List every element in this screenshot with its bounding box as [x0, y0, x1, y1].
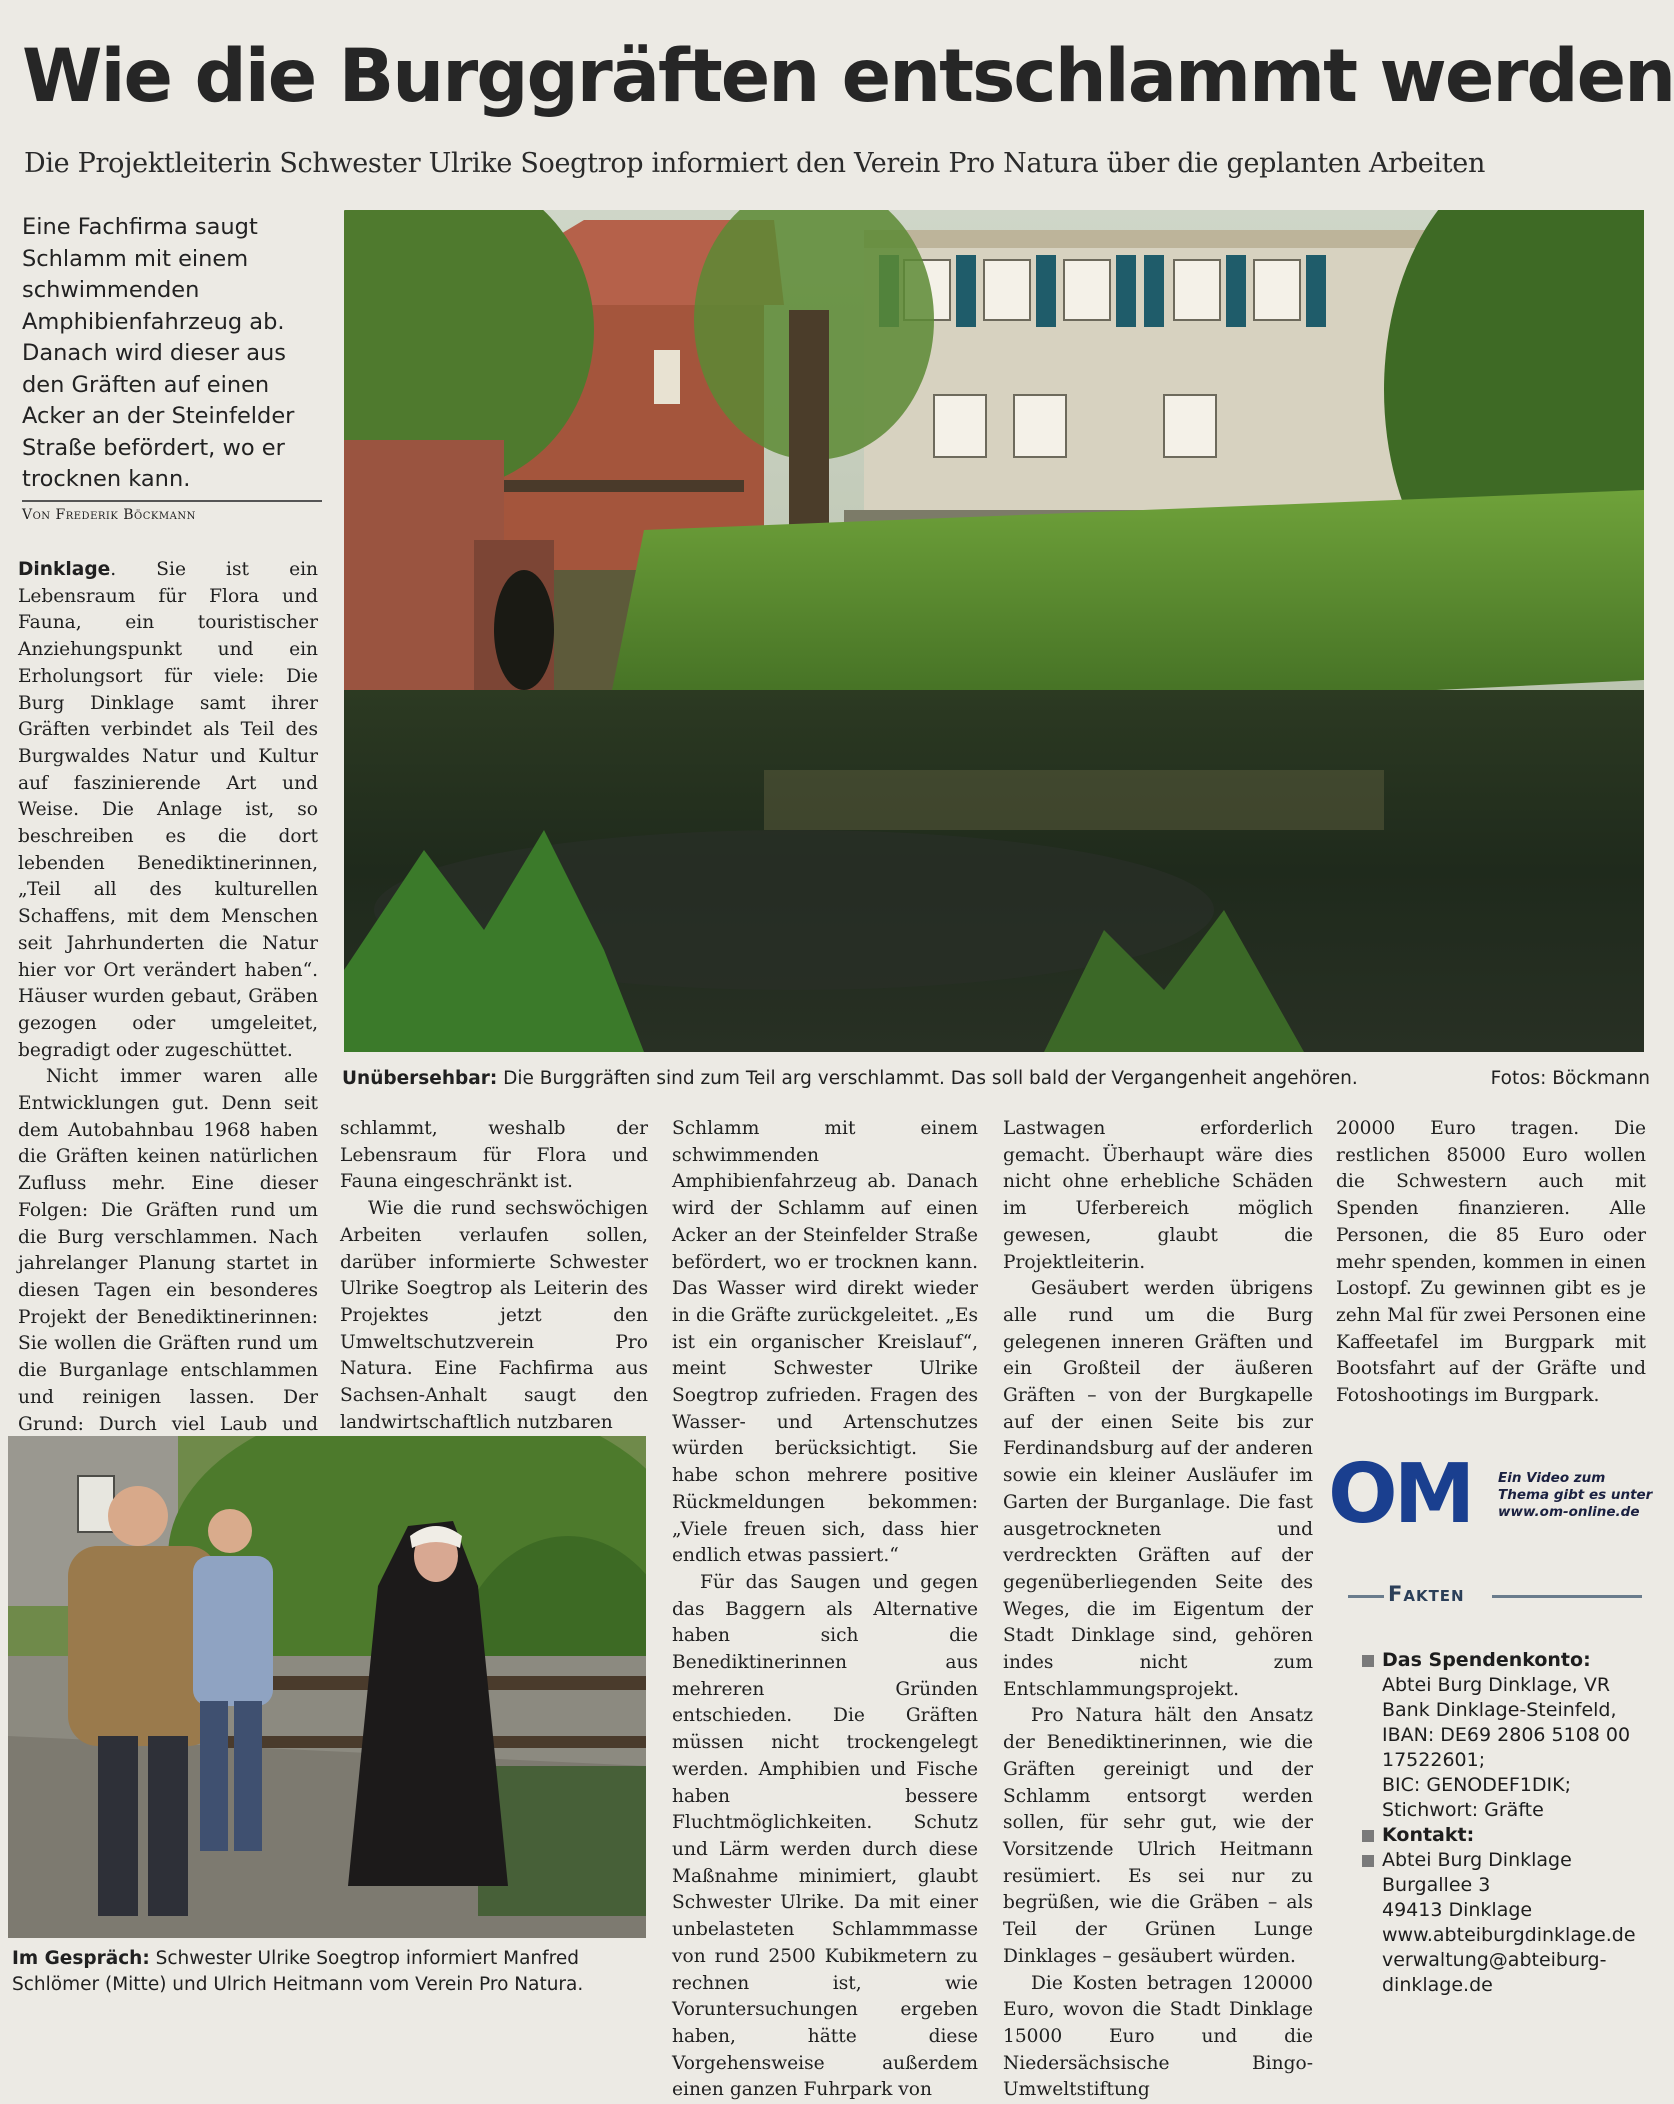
paragraph: Dinklage. Sie ist ein Lebensraum für Flora und Fauna, ein touristischer Anziehungspunkt und ein Erholungsort für viele: Die Burg Dinklage samt ihrer Gräften verbindet als Teil des Burgwaldes Natur und Kultur auf faszinierende Art und Weise. Die Anlage ist, so beschreiben es die dort lebenden Benediktinerinnen, „Teil all des kulturellen Schaffens, mit dem Menschen seit Jahrhunderten die Natur hier vor Ort verändert haben“. Häuser wurden gebaut, Gräben gezogen oder umgeleitet, begradigt oder zugeschüttet. — [18, 557, 318, 1064]
facts-box — [1362, 1648, 1662, 1998]
byline: Von Frederik Böckmann — [22, 507, 332, 523]
article-column-1 — [18, 557, 318, 1492]
castle-moat-photo — [344, 210, 1644, 1052]
email-link[interactable]: verwaltung@abteiburg- — [1382, 1948, 1662, 1973]
caption-label: Im Gespräch: — [12, 1948, 150, 1969]
dateline: Dinklage — [18, 559, 110, 580]
caption-text: Die Burggräften sind zum Teil arg verschlammt. Das soll bald der Vergangenheit angehören. — [497, 1068, 1358, 1089]
conversation-photo — [8, 1436, 646, 1938]
paragraph: Wie die rund sechswöchigen Arbeiten verlaufen sollen, darüber informierte Schwester Ulrike Soegtrop als Leiterin des Projektes jetzt den Umweltschutzverein Pro Natura. Eine Fachfirma aus Sachsen-Anhalt saugt den landwirtschaftlich nutzbaren — [340, 1196, 648, 1436]
photo-caption — [342, 1066, 1372, 1092]
article-column-4 — [1003, 1116, 1313, 2104]
byline-rule — [22, 500, 322, 502]
caption-label: Unübersehbar: — [342, 1068, 497, 1089]
article-column-3 — [672, 1116, 978, 2104]
facts-item-address: Abtei Burg Dinklage Burgallee 3 49413 Dinklage www.abteiburgdinklage.de verwaltung@abteiburg- dinklage.de — [1362, 1848, 1662, 1998]
paragraph: Für das Saugen und gegen das Baggern als Alternative haben sich die Benediktinerinnen aus mehreren Gründen entschieden. Die Gräften müssen nicht trockengelegt werden. Amphibien und Fische haben bessere Fluchtmöglichkeiten. Schutz und Lärm werden durch diese Maßnahme minimiert, glaubt Schwester Ulrike. Da mit einer unbelasteten Schlammmasse von rund 2500 Kubikmetern zu rechnen ist, wie Voruntersuchungen ergeben haben, hätte diese Vorgehensweise außerdem einen ganzen Fuhrpark von — [672, 1570, 978, 2104]
paragraph: Schlamm mit einem schwimmenden Amphibienfahrzeug ab. Danach wird der Schlamm auf einen Acker an der Steinfelder Straße befördert, wo er trocknen kann. Das Wasser wird direkt wieder in die Gräfte zurückgeleitet. „Es ist ein organischer Kreislauf“, meint Schwester Ulrike Soegtrop zufrieden. Fragen des Wasser- und Artenschutzes würden berücksichtigt. Sie habe schon mehrere positive Rückmeldungen bekommen: „Viele freuen sich, dass hier endlich etwas passiert.“ — [672, 1116, 978, 1570]
subheadline: Die Projektleiterin Schwester Ulrike Soegtrop informiert den Verein Pro Natura über die geplanten Arbeiten — [24, 148, 1654, 179]
photo-caption — [12, 1946, 652, 1998]
divider — [1348, 1595, 1384, 1598]
facts-label: Kontakt: — [1382, 1823, 1662, 1848]
article-column-2 — [340, 1116, 648, 1436]
photo-credit: Fotos: Böckmann — [1480, 1066, 1650, 1092]
paragraph: 20000 Euro tragen. Die restlichen 85000 Euro wollen die Schwestern auch mit Spenden finanzieren. Alle Personen, die 85 Euro oder mehr spenden, kommen in einen Lostopf. Zu gewinnen gibt es je zehn Mal für zwei Personen eine Kaffeetafel im Burgpark mit Bootsfahrt auf der Gräfte und Fotoshootings im Burgpark. — [1336, 1116, 1646, 1410]
caption-text: Schwester Ulrike Soegtrop informiert Manfred Schlömer (Mitte) und Ulrich Heitmann vom Verein Pro Natura. — [12, 1948, 583, 1995]
facts-label: Das Spendenkonto: — [1382, 1648, 1662, 1673]
article-column-5 — [1336, 1116, 1646, 1410]
facts-heading: Fakten — [1388, 1582, 1465, 1606]
paragraph: Die Kosten betragen 120000 Euro, wovon die Stadt Dinklage 15000 Euro und die Niedersächsische Bingo-Umweltstiftung — [1003, 1971, 1313, 2104]
paragraph: Pro Natura hält den Ansatz der Benediktinerinnen, wie die Gräften gereinigt und der Schlamm entsorgt werden sollen, für sehr gut, wie der Vorsitzende Ulrich Heitmann resümiert. Es sei nur zu begrüßen, wie die Gräben – als Teil der Grünen Lunge Dinklages – gesäubert würden. — [1003, 1703, 1313, 1970]
website-link[interactable]: www.abteiburgdinklage.de — [1382, 1923, 1662, 1948]
bullet-icon — [1362, 1830, 1374, 1842]
paragraph: schlammt, weshalb der Lebensraum für Flora und Fauna eingeschränkt ist. — [340, 1116, 648, 1196]
om-url: www.om-online.de — [1498, 1504, 1668, 1521]
om-logo-text: OM — [1328, 1452, 1471, 1532]
bullet-icon — [1362, 1655, 1374, 1667]
paragraph: Nicht immer waren alle Entwicklungen gut. Denn seit dem Autobahnbau 1968 haben die Gräften keinen natürlichen Zufluss mehr. Eine dieser Folgen: Die Gräften rund um die Burg verschlammen. Nach jahrelanger Planung startet in diesen Tagen ein besonderes Projekt der Benediktinerinnen: Sie wollen die Gräften rund um die Burganlage entschlammen und reinigen lassen. Der Grund: Durch viel Laub und — [18, 1064, 318, 1491]
paragraph: Gesäubert werden übrigens alle rund um die Burg gelegenen inneren Gräften und ein Großteil der äußeren Gräften – von der Burgkapelle auf der einen Seite bis zur Ferdinandsburg auf der anderen sowie ein kleiner Ausläufer im Garten der Burganlage. Die fast ausgetrockneten und verdreckten Gräften auf der gegenüberliegenden Seite des Weges, die im Eigentum der Stadt Dinklage sind, gehören indes nicht zum Entschlammungsprojekt. — [1003, 1276, 1313, 1703]
facts-item-spendenkonto: Das Spendenkonto: Abtei Burg Dinklage, VR Bank Dinklage-Steinfeld, IBAN: DE69 2806 5108 00 17522601; BIC: GENODEF1DIK; Stichwort: Gräfte — [1362, 1648, 1662, 1823]
divider — [1492, 1595, 1642, 1598]
teaser: Eine Fachfirma saugt Schlamm mit einem schwimmenden Amphibienfahrzeug ab. Danach wird dieser aus den Gräften auf einen Acker an der Steinfelder Straße befördert, wo er trocknen kann. — [22, 212, 332, 496]
headline: Wie die Burggräften entschlammt werden — [22, 40, 1652, 113]
paragraph: Lastwagen erforderlich gemacht. Überhaupt wäre dies nicht ohne erhebliche Schäden im Uferbereich möglich gewesen, glaubt die Projektleiterin. — [1003, 1116, 1313, 1276]
om-online-logo — [1328, 1452, 1478, 1532]
om-video-promo: Ein Video zum Thema gibt es unter www.om-online.de — [1498, 1470, 1668, 1521]
bullet-icon — [1362, 1855, 1374, 1867]
facts-item-kontakt — [1362, 1823, 1662, 1848]
